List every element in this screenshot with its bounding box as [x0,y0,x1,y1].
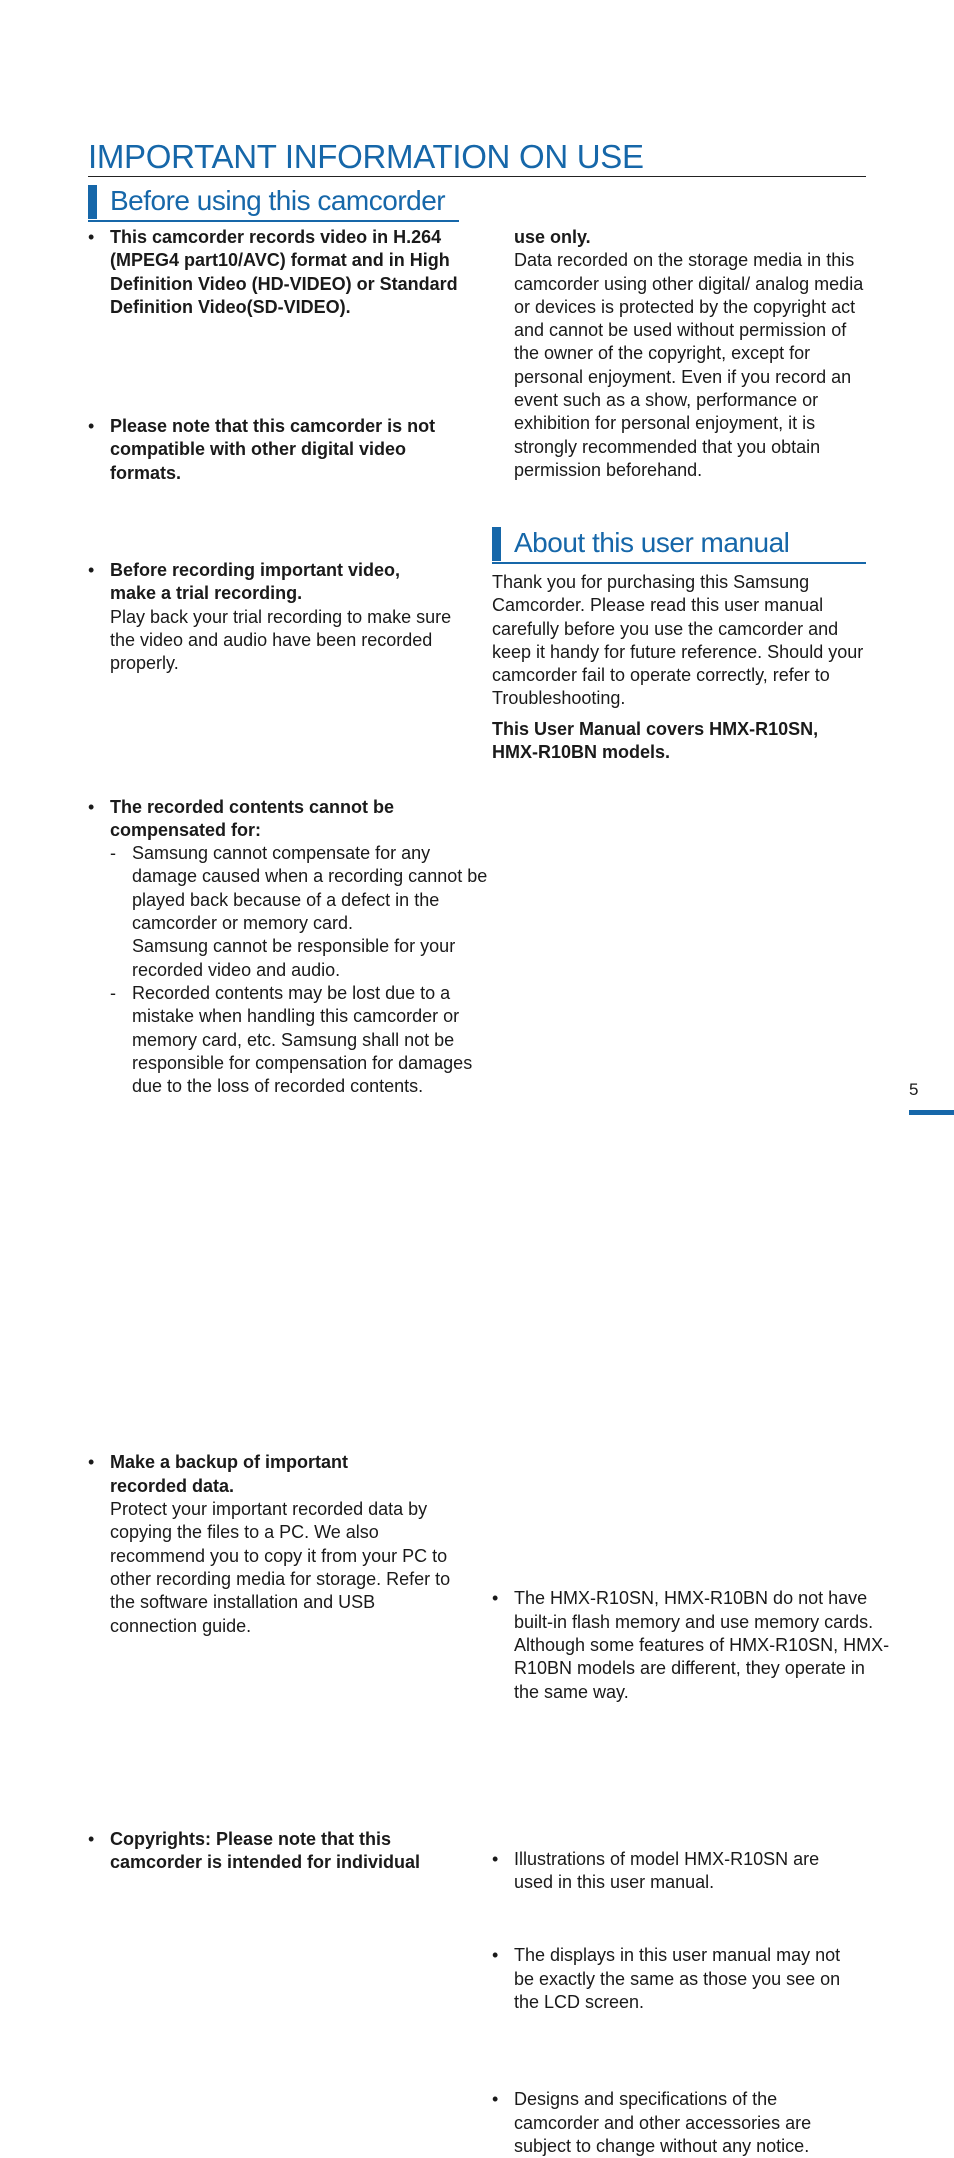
sub-list-item [110,842,488,982]
bullet-icon: • [88,796,95,817]
bullet-icon: • [492,2089,499,2110]
bullet-icon: • [88,1828,95,1849]
bullet-icon: • [88,1452,95,1473]
list-item [88,1451,480,1637]
list-item [492,1848,890,1895]
section-heading-before-using [88,184,459,222]
list-item-text: Play back your trial recording to make sure the video and audio have been recorded properly. [110,606,452,674]
list-item-text: Illustrations of model HMX-R10SN are used in this user manual. [514,1848,820,1893]
bullet-icon: • [492,1945,499,1966]
list-item-text: The displays in this user manual may not be exactly the same as those you see on the LCD screen. [514,1945,841,2013]
section-heading-about-manual [492,526,866,564]
continuation-text: Data recorded on the storage media in this camcorder using other digital/ analog media or devices is protected by the copyright act and cannot be used without permission of the owner of the copyright, except for personal enjoyment. Even if you record an event such as a show, performance or exhibition for personal enjoyment, it is strongly recommended that you obtain permission beforehand. [514,250,864,480]
list-item-bold: The recorded contents cannot be compensated for: [110,796,395,840]
list-item [492,2088,890,2158]
sub-list-item [110,982,488,1098]
dash-icon: - [110,982,116,1003]
bullet-icon: • [492,1588,499,1609]
continuation-bold: use only. [514,227,591,247]
list-item [88,226,466,319]
list-item-text: Designs and specifications of the camcorder and other accessories are subject to change without any notice. [514,2089,812,2156]
list-item-bold: Copyrights: Please note that this camcorder is intended for individual [110,1828,421,1873]
page-number: 5 [909,1080,919,1099]
dash-icon: - [110,843,116,864]
list-item [492,1587,890,1703]
list-item [88,1828,480,1875]
heading-accent-bar [88,185,97,219]
list-item-text: The HMX-R10SN, HMX-R10BN do not have built-in flash memory and use memory cards. Although some features of HMX-R10SN, HMX-R10BN models are different, they operate in the same way. [514,1588,890,1702]
list-item-bold: Please note that this camcorder is not compatible with other digital video formats. [110,416,436,483]
bullet-icon: • [492,1848,499,1869]
list-item-bold: This camcorder records video in H.264 (MPEG4 part10/AVC) format and in High Definition Video (HD-VIDEO) or Standard Definition Video(SD-VIDEO). [110,227,458,317]
intro-paragraph: Thank you for purchasing this Samsung Camcorder. Please read this user manual carefully before you use the camcorder and keep it handy for future reference. Should your camcorder fail to operate correctly, refer to Troubleshooting. [492,572,864,709]
sub-item-text: Samsung cannot compensate for any damage caused when a recording cannot be played back because of a defect in the camcorder or memory card. [132,843,488,934]
list-item [88,796,488,1099]
bullet-icon: • [88,416,95,437]
page-title: IMPORTANT INFORMATION ON USE [88,138,866,177]
list-item [88,559,466,675]
section-heading-text: Before using this camcorder [110,185,446,216]
section-heading-text: About this user manual [514,527,790,558]
page-number-accent-bar [909,1110,954,1115]
list-item [492,1944,890,2014]
list-item-text: Protect your important recorded data by copying the files to a PC. We also recommend you to copy it from your PC to other recording media for storage. Refer to the software installation and USB connection guide. [110,1499,451,1636]
bullet-icon: • [88,227,95,247]
list-item-bold: Before recording important video, make a trial recording. [110,560,401,604]
bullet-icon: • [88,560,95,581]
covers-models: This User Manual covers HMX-R10SN, HMX-R10BN models. [492,719,819,763]
sub-item-extra: Samsung cannot be responsible for your recorded video and audio. [132,936,456,980]
sub-item-text: Recorded contents may be lost due to a mistake when handling this camcorder or memory card, etc. Samsung shall not be responsible for compensation for damages due to the loss of recorded contents. [132,982,473,1097]
list-item-bold: Make a backup of important recorded data. [110,1452,349,1496]
list-item [88,415,466,485]
heading-accent-bar [492,527,501,561]
copyright-continuation [514,226,870,482]
